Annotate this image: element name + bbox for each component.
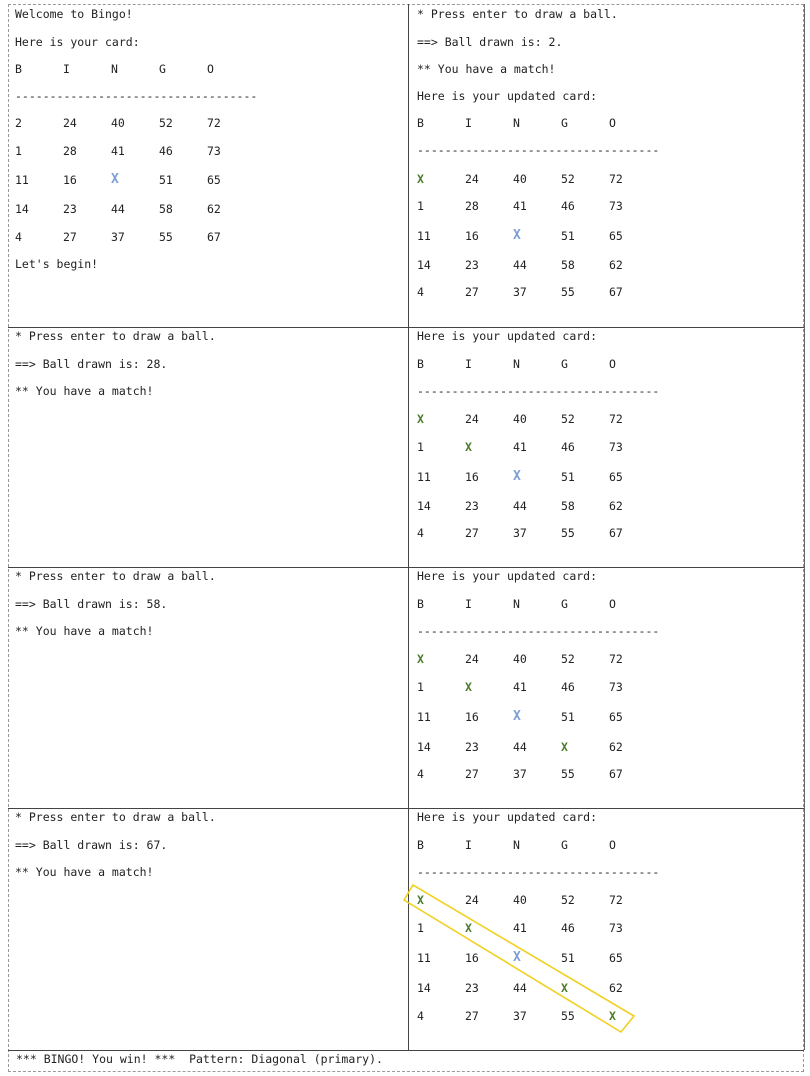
card-number: 4 [417, 285, 424, 299]
card-number: 11 [417, 710, 431, 724]
column-header: O [207, 62, 214, 76]
card-number: 62 [609, 258, 623, 272]
card-number: 62 [609, 499, 623, 513]
match-text: ** You have a match! [417, 62, 556, 76]
card-number: 62 [609, 981, 623, 995]
card-number: 27 [465, 285, 479, 299]
card-number: 52 [561, 893, 575, 907]
win-message: *** BINGO! You win! *** Pattern: Diagonal (primary). [16, 1052, 383, 1066]
card-number: 40 [513, 412, 527, 426]
column-header: B [417, 357, 424, 371]
card-number: 51 [561, 951, 575, 965]
updated-card-text: Here is your updated card: [417, 569, 598, 583]
card-number: 37 [513, 1009, 527, 1023]
match-text: ** You have a match! [15, 624, 154, 638]
card-number: 72 [609, 652, 623, 666]
free-space-mark: X [111, 172, 119, 187]
card-number: 46 [561, 440, 575, 454]
card-number: 24 [465, 893, 479, 907]
lets-begin-text: Let's begin! [15, 257, 99, 271]
card-number: 52 [159, 116, 173, 130]
card-number: 55 [561, 767, 575, 781]
card-number: 37 [513, 767, 527, 781]
card-number: 67 [207, 230, 221, 244]
card-number: 72 [207, 116, 221, 130]
card-number: 41 [513, 680, 527, 694]
card-number: 23 [465, 258, 479, 272]
column-header: N [513, 357, 520, 371]
free-space-mark: X [513, 228, 521, 243]
card-number: 51 [561, 470, 575, 484]
card-number: 41 [111, 144, 125, 158]
card-number: 24 [63, 116, 77, 130]
updated-card-text: Here is your updated card: [417, 329, 598, 343]
matched-mark: X [417, 652, 424, 666]
card-number: 51 [159, 173, 173, 187]
matched-mark: X [417, 893, 424, 907]
card-number: 37 [513, 285, 527, 299]
page-frame [8, 4, 804, 1072]
column-header: O [609, 116, 616, 130]
card-number: 40 [513, 652, 527, 666]
card-number: 44 [513, 740, 527, 754]
card-number: 28 [63, 144, 77, 158]
card-number: 1 [417, 921, 424, 935]
column-header: O [609, 357, 616, 371]
ball-drawn-text: ==> Ball drawn is: 2. [417, 35, 563, 49]
card-number: 52 [561, 412, 575, 426]
card-number: 51 [561, 229, 575, 243]
welcome-text: Welcome to Bingo! [15, 7, 133, 21]
card-number: 72 [609, 893, 623, 907]
card-number: 1 [417, 199, 424, 213]
column-header: G [561, 838, 568, 852]
column-header: I [465, 357, 472, 371]
free-space-mark: X [513, 950, 521, 965]
card-number: 73 [609, 921, 623, 935]
card-number: 40 [111, 116, 125, 130]
right-border [804, 4, 805, 1050]
card-number: 58 [561, 499, 575, 513]
column-header: N [513, 597, 520, 611]
card-number: 72 [609, 412, 623, 426]
row-divider-2 [8, 567, 804, 568]
card-number: 73 [609, 199, 623, 213]
card-number: 1 [417, 680, 424, 694]
column-header: O [609, 597, 616, 611]
card-number: 52 [561, 652, 575, 666]
card-number: 1 [15, 144, 22, 158]
card-number: 65 [609, 470, 623, 484]
column-header: I [465, 116, 472, 130]
card-number: 73 [609, 440, 623, 454]
row-divider-1 [8, 327, 804, 328]
column-header: B [417, 838, 424, 852]
card-number: 46 [561, 921, 575, 935]
card-number: 73 [207, 144, 221, 158]
column-header: O [609, 838, 616, 852]
card-number: 11 [417, 470, 431, 484]
card-number: 65 [207, 173, 221, 187]
card-number: 44 [513, 499, 527, 513]
column-header: B [15, 62, 22, 76]
row-divider-3 [8, 808, 804, 809]
card-number: 41 [513, 199, 527, 213]
row-divider-4 [8, 1050, 804, 1051]
card-number: 27 [63, 230, 77, 244]
ball-drawn-text: ==> Ball drawn is: 67. [15, 838, 168, 852]
column-divider [408, 4, 409, 1050]
card-number: 23 [63, 202, 77, 216]
column-header: G [561, 357, 568, 371]
card-number: 41 [513, 440, 527, 454]
card-number: 51 [561, 710, 575, 724]
card-divider: ----------------------------------- [417, 624, 660, 638]
card-number: 16 [465, 951, 479, 965]
ball-drawn-text: ==> Ball drawn is: 58. [15, 597, 168, 611]
card-number: 16 [465, 470, 479, 484]
matched-mark: X [417, 172, 424, 186]
card-number: 44 [513, 981, 527, 995]
card-number: 73 [609, 680, 623, 694]
column-header: N [111, 62, 118, 76]
card-number: 16 [63, 173, 77, 187]
column-header: I [63, 62, 70, 76]
card-number: 44 [513, 258, 527, 272]
matched-mark: X [561, 981, 568, 995]
card-number: 16 [465, 229, 479, 243]
card-number: 55 [561, 1009, 575, 1023]
card-number: 55 [561, 285, 575, 299]
card-number: 2 [15, 116, 22, 130]
card-number: 11 [417, 951, 431, 965]
card-number: 62 [609, 740, 623, 754]
card-number: 46 [561, 680, 575, 694]
match-text: ** You have a match! [15, 865, 154, 879]
card-divider: ----------------------------------- [417, 384, 660, 398]
card-number: 62 [207, 202, 221, 216]
card-divider: ----------------------------------- [417, 143, 660, 157]
card-number: 4 [417, 1009, 424, 1023]
card-number: 23 [465, 740, 479, 754]
card-number: 67 [609, 526, 623, 540]
matched-mark: X [465, 921, 472, 935]
matched-mark: X [561, 740, 568, 754]
match-text: ** You have a match! [15, 384, 154, 398]
here-card-text: Here is your card: [15, 35, 140, 49]
prompt-text: * Press enter to draw a ball. [15, 329, 216, 343]
column-header: G [561, 116, 568, 130]
column-header: G [159, 62, 166, 76]
column-header: N [513, 838, 520, 852]
card-number: 65 [609, 951, 623, 965]
card-number: 58 [159, 202, 173, 216]
card-number: 24 [465, 652, 479, 666]
column-header: B [417, 116, 424, 130]
card-number: 27 [465, 767, 479, 781]
card-number: 14 [417, 981, 431, 995]
card-number: 46 [159, 144, 173, 158]
card-number: 67 [609, 285, 623, 299]
card-number: 37 [513, 526, 527, 540]
card-number: 72 [609, 172, 623, 186]
card-number: 37 [111, 230, 125, 244]
free-space-mark: X [513, 709, 521, 724]
card-number: 14 [15, 202, 29, 216]
card-number: 14 [417, 740, 431, 754]
prompt-text: * Press enter to draw a ball. [417, 7, 618, 21]
card-number: 52 [561, 172, 575, 186]
column-header: I [465, 597, 472, 611]
matched-mark: X [465, 440, 472, 454]
prompt-text: * Press enter to draw a ball. [15, 569, 216, 583]
card-number: 11 [417, 229, 431, 243]
prompt-text: * Press enter to draw a ball. [15, 810, 216, 824]
card-number: 1 [417, 440, 424, 454]
card-number: 40 [513, 172, 527, 186]
card-number: 65 [609, 229, 623, 243]
card-number: 44 [111, 202, 125, 216]
card-divider: ----------------------------------- [15, 89, 258, 103]
column-header: B [417, 597, 424, 611]
card-number: 67 [609, 767, 623, 781]
card-number: 23 [465, 499, 479, 513]
matched-mark: X [609, 1009, 616, 1023]
updated-card-text: Here is your updated card: [417, 89, 598, 103]
card-number: 14 [417, 499, 431, 513]
card-number: 4 [417, 526, 424, 540]
card-number: 4 [417, 767, 424, 781]
column-header: G [561, 597, 568, 611]
card-number: 23 [465, 981, 479, 995]
card-number: 55 [561, 526, 575, 540]
card-number: 4 [15, 230, 22, 244]
card-number: 27 [465, 526, 479, 540]
card-number: 40 [513, 893, 527, 907]
card-number: 14 [417, 258, 431, 272]
card-number: 28 [465, 199, 479, 213]
ball-drawn-text: ==> Ball drawn is: 28. [15, 357, 168, 371]
card-number: 65 [609, 710, 623, 724]
card-number: 58 [561, 258, 575, 272]
updated-card-text: Here is your updated card: [417, 810, 598, 824]
card-number: 11 [15, 173, 29, 187]
free-space-mark: X [513, 469, 521, 484]
card-number: 24 [465, 412, 479, 426]
card-number: 27 [465, 1009, 479, 1023]
card-number: 55 [159, 230, 173, 244]
column-header: N [513, 116, 520, 130]
card-divider: ----------------------------------- [417, 865, 660, 879]
column-header: I [465, 838, 472, 852]
card-number: 16 [465, 710, 479, 724]
card-number: 41 [513, 921, 527, 935]
matched-mark: X [465, 680, 472, 694]
card-number: 46 [561, 199, 575, 213]
matched-mark: X [417, 412, 424, 426]
card-number: 24 [465, 172, 479, 186]
